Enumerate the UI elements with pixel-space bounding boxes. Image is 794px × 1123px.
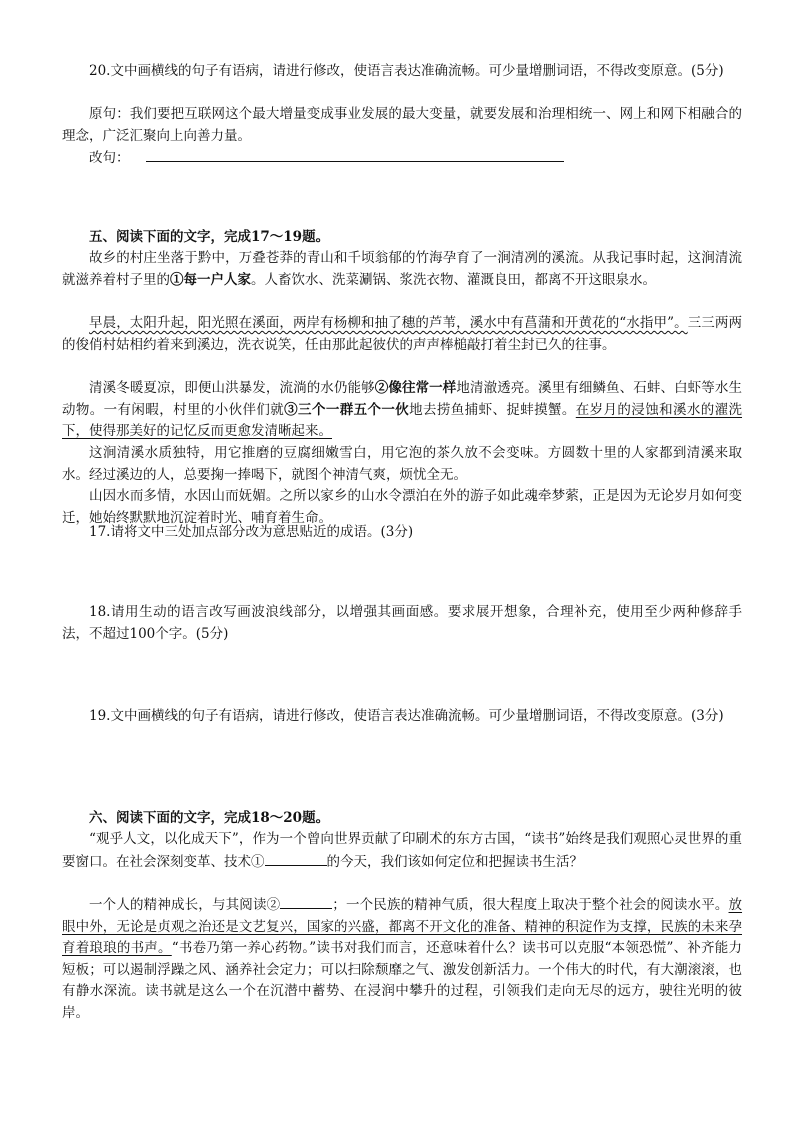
original-label: 原句： [89, 106, 130, 122]
q20-prompt-text: 20.文中画横线的句子有语病，请进行修改，使语言表达准确流畅。可少量增删词语，不得改变原意。(5分) [89, 63, 724, 79]
answer-blank-line[interactable] [146, 147, 564, 162]
fill-blank-1[interactable] [265, 851, 327, 866]
gap-marker-2: ② [266, 897, 281, 913]
s5-p2-text: 三三两两的俊俏村姑相约着来到溪边，洗衣说笑，任由那此起彼伏的声声棒槌敲打着尘封已久的往事。 [62, 315, 742, 353]
s5-p3-text-c: 地去捞鱼捕虾、捉蚌摸蟹。 [409, 401, 576, 418]
underlined-faulty-sentence: 在岁月的浸蚀和溪水的濯洗下，使得那美好的记忆反而更愈发清晰起来。 [62, 401, 743, 439]
q18-text: 18.请用生动的语言改写画波浪线部分，以增强其画面感。要求展开想象，合理补充，使用至少两种修辞手法，不超过100个字。(5分) [62, 604, 742, 642]
s6-p2-text-a: 一个人的精神成长，与其阅读 [89, 897, 267, 913]
dotted-phrase-2: ②像往常一样 [374, 380, 457, 396]
s6-p1-text-a: “观乎人文，以化成天下”，作为一个曾向世界贡献了印刷术的东方古国，“读书”始终是我们观照心灵世界的重要窗口。在社会深刻变革、技术 [62, 831, 742, 870]
s5-p4-text: 这涧清溪水质独特，用它推磨的豆腐细嫩雪白，用它泡的茶久放不会变味。方圆数十里的人家都到清溪来取水。经过溪边的人，总要掬一捧喝下，就图个神清气爽，烦忧全无。 [62, 445, 742, 483]
s6-p1-text-b: 的今天，我们该如何定位和把握读书生活？ [326, 853, 583, 870]
q17-prompt [62, 522, 742, 544]
s6-paragraph-2 [62, 894, 742, 1024]
section6-heading-text: 六、阅读下面的文字，完成18～20题。 [89, 810, 330, 826]
q19-prompt [62, 706, 742, 728]
s6-paragraph-1 [62, 829, 742, 873]
section6-heading [62, 808, 742, 830]
revised-label: 改句： [89, 150, 130, 166]
q17-text: 17.请将文中三处加点部分改为意思贴近的成语。(3分) [89, 524, 414, 540]
s5-p5-text: 山因水而多情，水因山而妩媚。之所以家乡的山水令漂泊在外的游子如此魂牵梦萦，正是因为无论岁月如何变迁，她始终默默地沉淀着时光、哺育着生命。 [62, 488, 742, 526]
dotted-phrase-3: ③三个一群五个一伙 [284, 401, 410, 418]
q20-prompt [62, 61, 742, 83]
q20-original [62, 104, 742, 147]
wavy-underlined-sentence: 早晨，太阳升起，阳光照在溪面，两岸有杨柳和抽了穗的芦苇，溪水中有菖蒲和开黄花的“水指甲”。 [89, 315, 688, 331]
s5-paragraph-3 [62, 378, 742, 443]
s6-p2-text-b: ；一个民族的精神气质，很大程度上取决于整个社会的阅读水平。 [332, 897, 729, 913]
s5-paragraph-2 [62, 313, 742, 356]
gap-marker-1: ① [251, 853, 265, 870]
q18-prompt [62, 602, 742, 645]
s5-paragraph-1 [62, 248, 742, 291]
dotted-phrase-1: ①每一户人家 [170, 271, 251, 288]
fill-blank-2[interactable] [280, 894, 332, 909]
s5-paragraph-4 [62, 443, 742, 486]
q20-revised [62, 147, 742, 170]
q19-text: 19.文中画横线的句子有语病，请进行修改，使语言表达准确流畅。可少量增删词语，不得改变原意。(3分) [89, 708, 724, 724]
s5-p1-text-a: 故乡的村庄坐落于黔中，万叠苍莽的青山和千顷翁郁的竹海孕育了一涧清冽的溪流。从我记事时起，这涧清流就滋养着村子里的 [62, 250, 742, 288]
original-sentence: 我们要把互联网这个最大增量变成事业发展的最大变量，就要发展和治理相统一、网上和网下相融合的理念，广泛汇聚向上向善力量。 [62, 106, 743, 144]
section5-heading-text: 五、阅读下面的文字，完成17～19题。 [89, 229, 330, 245]
s6-p2-text-c: “书卷乃第一养心药物。”读书对我们而言，还意味着什么？读书可以克服“本领恐慌”、补齐能力短板；可以遏制浮躁之风、涵养社会定力；可以扫除颓靡之气、激发创新活力。 [62, 940, 742, 978]
s5-p3-text-b: 地清澈透亮。溪里有细鳞鱼、石蚌、白虾等水生动物。一有闲暇，村里的小伙伴们就 [62, 380, 743, 418]
s5-p3-text-a: 清溪冬暖夏凉，即便山洪暴发，流淌的水仍能够 [89, 380, 375, 396]
underlined-faulty-sentence-2: 放眼中外，无论是贞观之治还是文艺复兴，国家的兴盛，都离不开文化的准备、精神的积淀作为支撑，民族的未来孕育着琅琅的书声。 [62, 897, 743, 956]
s6-p2-text-d: 一个伟大的时代，有大潮滚滚，也有静水深流。读书就是这么一个在沉潜中蓄势、在浸润中攀升的过程，引领我们走向无尽的远方，驶往光明的彼岸。 [62, 961, 743, 1021]
s5-p1-text-b: 。人畜饮水、洗菜涮锅、浆洗衣物、灌溉良田，都离不开这眼泉水。 [251, 271, 656, 288]
section5-heading [62, 227, 742, 249]
